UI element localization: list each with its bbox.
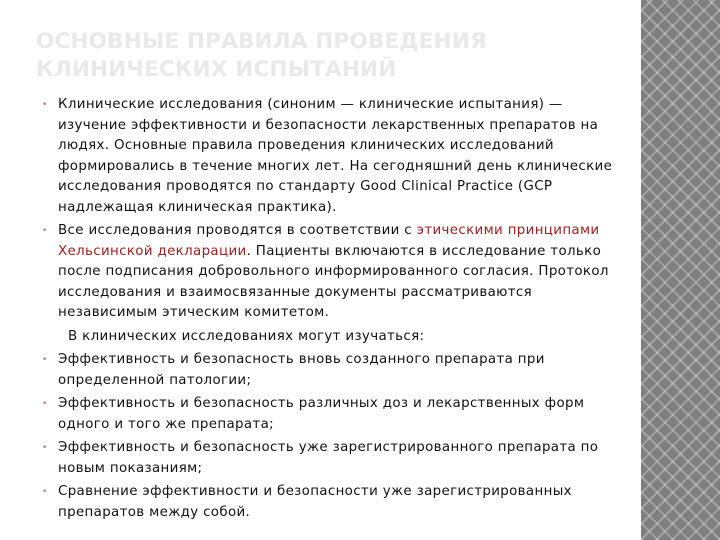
bullet-item-doses (42, 394, 626, 435)
slide-title (36, 28, 616, 84)
bullet-icon: • (42, 399, 48, 409)
subheading: В клинических исследованиях могут изучаться: (68, 328, 425, 344)
bullet-icon: • (42, 226, 48, 236)
bullet-item-ethics (42, 221, 626, 324)
bullet-icon: • (42, 355, 48, 365)
bullet-text: Клинические исследования (синоним — клинические испытания) — изучение эффективности и безопасности лекарственных препаратов на людях. Основные правила проведения клинических исследований формировались в течение многих лет. На сегодняшний день клинические исследования проводятся по стандарту Good Clinical Practice (GCP надлежащая клиническая практика). (58, 97, 613, 215)
bullet-text: Эффективность и безопасность уже зарегистрированного препарата по новым показаниям; (58, 440, 599, 476)
bullet-text-after-link: . Пациенты включаются в исследование только после подписания добровольного информированного согласия. Протокол исследования и взаимосвязанные документы рассматриваются независимым этическим комитетом. (58, 243, 609, 320)
bullet-text-before-link: Все исследования проводятся в соответствии с (58, 223, 417, 238)
slide-body (42, 95, 626, 526)
bullet-icon: • (42, 487, 48, 497)
bullet-item-new-drug (42, 350, 626, 391)
bullet-icon: • (42, 443, 48, 453)
bullet-item-comparison (42, 482, 626, 523)
helsinki-declaration-link[interactable]: этическими принципами Хельсинской декларации (58, 223, 600, 259)
slide-title-line-2: КЛИНИЧЕСКИХ ИСПЫТАНИЙ (36, 57, 397, 82)
bullet-text: Сравнение эффективности и безопасности уже зарегистрированных препаратов между собой. (58, 484, 572, 520)
bullet-text: Эффективность и безопасность вновь созданного препарата при определенной патологии; (58, 352, 545, 388)
bullet-icon: • (42, 100, 48, 110)
bullet-item-gcp (42, 95, 626, 218)
decorative-side-pattern (641, 0, 720, 540)
bullet-text: Эффективность и безопасность различных доз и лекарственных форм одного и того же препарата; (58, 396, 585, 432)
slide-title-line-1: ОСНОВНЫЕ ПРАВИЛА ПРОВЕДЕНИЯ (36, 29, 487, 54)
bullet-item-new-indications (42, 438, 626, 479)
